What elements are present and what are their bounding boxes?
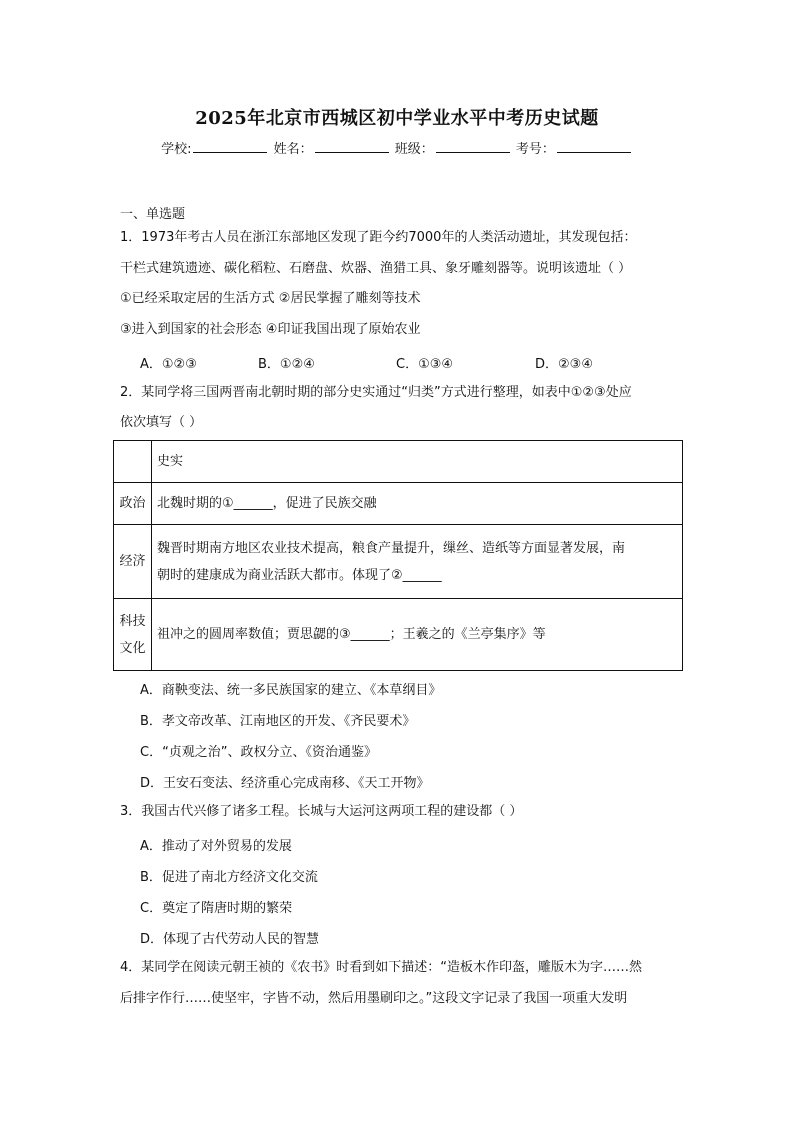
table-cat-culture-line1: 科技 bbox=[119, 613, 146, 629]
table-cat-culture bbox=[114, 599, 152, 671]
table-row-culture bbox=[114, 599, 683, 671]
q3-option-d[interactable]: D．体现了古代劳动人民的智慧 bbox=[140, 932, 320, 947]
table-row-politics bbox=[114, 483, 683, 525]
table-header-facts: 史实 bbox=[152, 441, 683, 483]
q1-stem-line2: 干栏式建筑遗迹、碳化稻粒、石磨盘、炊器、渔猎工具、象牙雕刻器等。说明该遗址（ ） bbox=[120, 261, 632, 276]
q2-history-table bbox=[113, 440, 683, 671]
q1-option-d[interactable]: D．②③④ bbox=[535, 357, 593, 372]
q2-stem-line2: 依次填写（ ） bbox=[120, 415, 203, 430]
q3-option-c[interactable]: C．奠定了隋唐时期的繁荣 bbox=[140, 901, 293, 916]
table-cat-culture-line2: 文化 bbox=[119, 640, 146, 656]
name-blank bbox=[315, 140, 389, 153]
class-label: 班级： bbox=[394, 142, 434, 157]
table-text-politics: 北魏时期的①______，促进了民族交融 bbox=[152, 483, 683, 525]
q2-option-b[interactable]: B．孝文帝改革、江南地区的开发、《齐民要术》 bbox=[140, 714, 416, 729]
table-text-culture: 祖冲之的圆周率数值；贾思勰的③______；王羲之的《兰亭集序》等 bbox=[152, 599, 683, 671]
q1-option-c[interactable]: C．①③④ bbox=[396, 357, 454, 372]
table-header-row bbox=[114, 441, 683, 483]
q1-statement-3-4: ③进入到国家的社会形态 ④印证我国出现了原始农业 bbox=[120, 322, 421, 337]
class-blank bbox=[436, 140, 510, 153]
exam-title: 2025年北京市西城区初中学业水平中考历史试题 bbox=[195, 108, 599, 129]
q3-option-a[interactable]: A．推动了对外贸易的发展 bbox=[140, 839, 292, 854]
q1-options bbox=[140, 353, 680, 371]
table-cat-economy: 经济 bbox=[114, 525, 152, 599]
school-blank bbox=[193, 140, 267, 153]
q1-option-a[interactable]: A．①②③ bbox=[140, 357, 197, 372]
school-label: 学校: bbox=[161, 142, 192, 157]
q1-statement-1-2: ①已经采取定居的生活方式 ②居民掌握了雕刻等技术 bbox=[120, 291, 421, 306]
table-text-economy-line1: 魏晋时期南方地区农业技术提高，粮食产量提升，缫丝、造纸等方面显著发展，南 bbox=[157, 540, 626, 556]
q2-option-d[interactable]: D．王安石变法、经济重心完成南移、《天工开物》 bbox=[140, 776, 430, 791]
q2-stem-line1: 2．某同学将三国两晋南北朝时期的部分史实通过“归类”方式进行整理，如表中①②③处应 bbox=[120, 385, 632, 400]
q1-option-b[interactable]: B．①②④ bbox=[258, 357, 315, 372]
q4-stem-line2: 后排字作行……使坚牢，字皆不动，然后用墨刷印之。”这段文字记录了我国一项重大发明 bbox=[120, 991, 628, 1006]
q3-stem: 3．我国古代兴修了诸多工程。长城与大运河这两项工程的建设都（ ） bbox=[120, 804, 523, 819]
table-text-economy bbox=[152, 525, 683, 599]
table-row-economy bbox=[114, 525, 683, 599]
number-label: 考号： bbox=[515, 142, 555, 157]
q2-option-c[interactable]: C．“贞观之治”、政权分立、《资治通鉴》 bbox=[140, 745, 378, 760]
q1-stem-line1: 1．1973年考古人员在浙江东部地区发现了距今约7000年的人类活动遗址，其发现包括： bbox=[120, 230, 637, 245]
table-cat-politics: 政治 bbox=[114, 483, 152, 525]
name-label: 姓名： bbox=[273, 142, 313, 157]
table-text-economy-line2: 朝时的建康成为商业活跃大都市。体现了②______ bbox=[157, 567, 442, 583]
q2-option-a[interactable]: A．商鞅变法、统一多民族国家的建立、《本草纲目》 bbox=[140, 683, 442, 698]
q4-stem-line1: 4．某同学在阅读元朝王祯的《农书》时看到如下描述：“造板木作印盔，雕版木为字……然 bbox=[120, 960, 643, 975]
q3-option-b[interactable]: B．促进了南北方经济文化交流 bbox=[140, 870, 318, 885]
number-blank bbox=[557, 140, 631, 153]
student-info-line bbox=[0, 138, 794, 157]
table-header-empty bbox=[114, 441, 152, 483]
section-heading: 一、单选题 bbox=[120, 207, 186, 222]
